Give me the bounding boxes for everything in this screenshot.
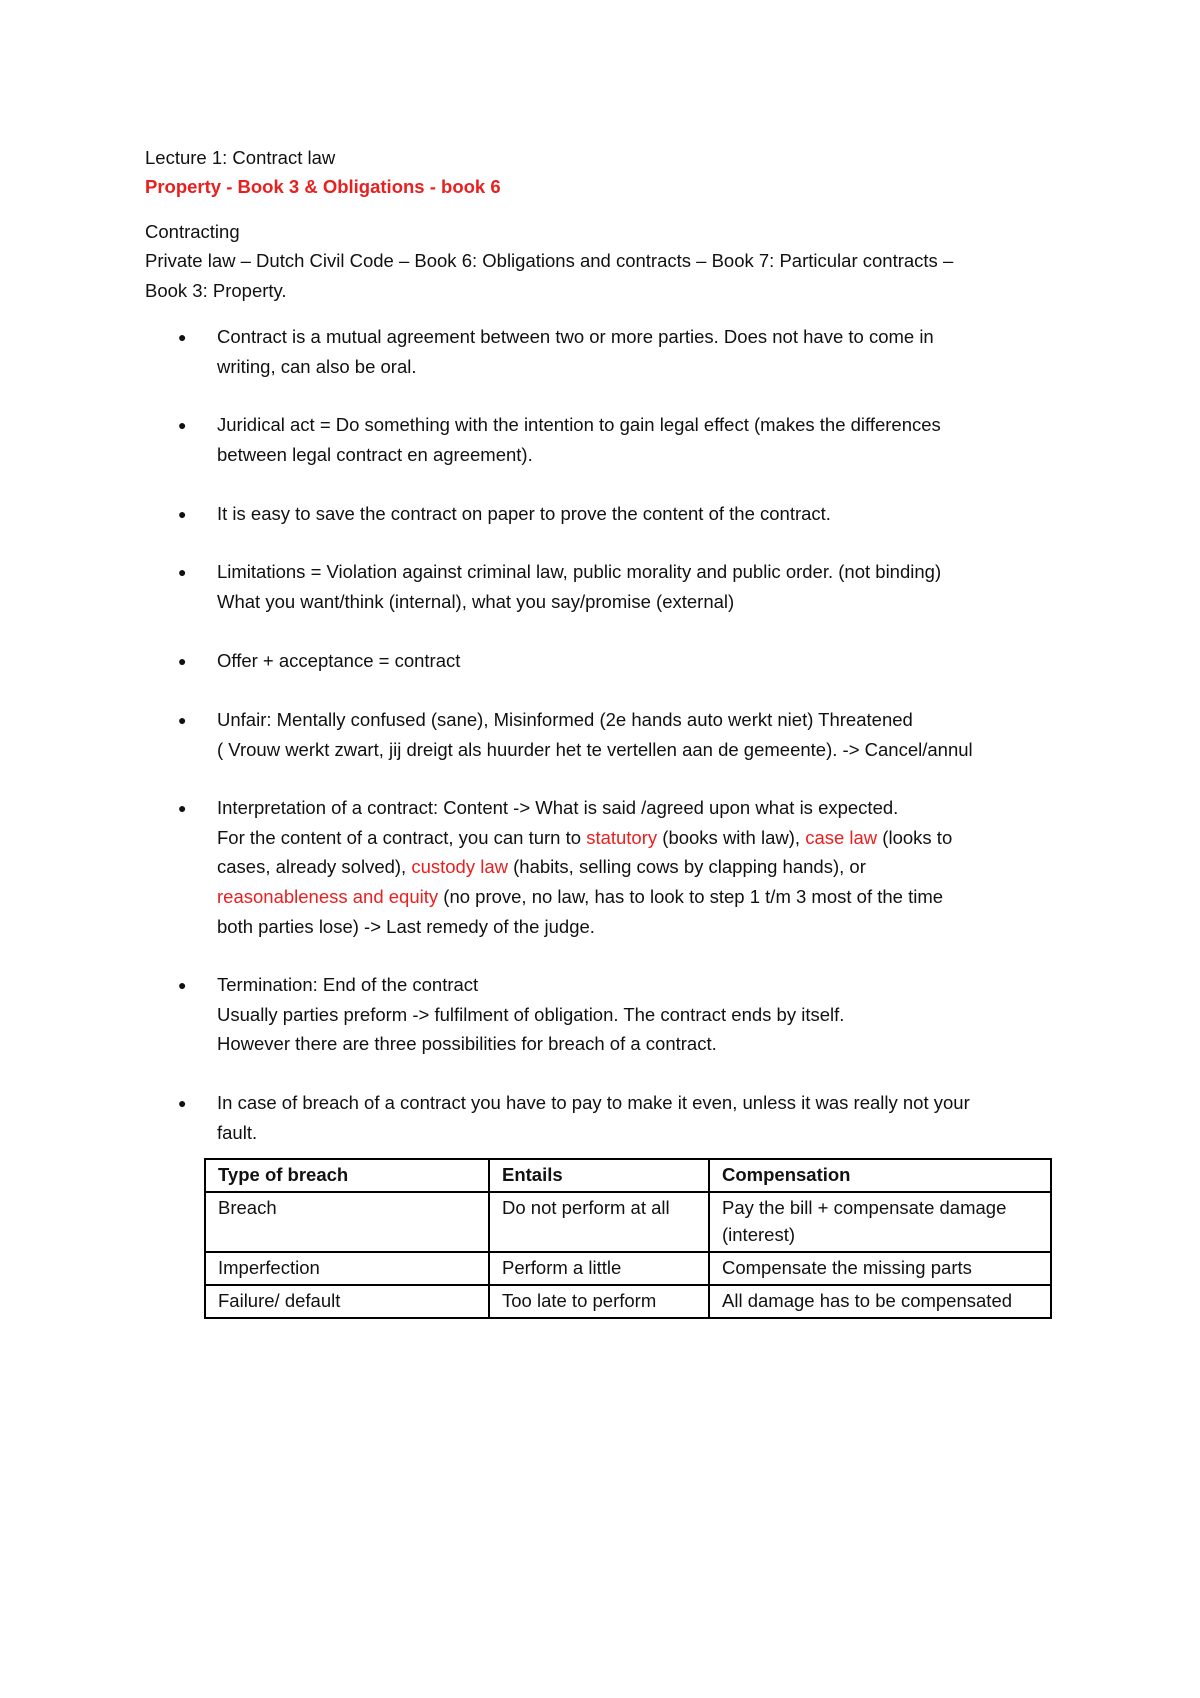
- section-heading: Contracting: [145, 221, 240, 242]
- cell-entails: Do not perform at all: [489, 1192, 709, 1252]
- bullet-7-line-4: reasonableness and equity (no prove, no law, has to look to step 1 t/m 3 most of the time: [217, 886, 944, 907]
- header-type-of-breach: Type of breach: [205, 1159, 489, 1192]
- bullet-6-line-2: ( Vrouw werkt zwart, jij dreigt als huurder het te vertellen aan de gemeente). -> Cancel/annul: [217, 739, 973, 760]
- bullet-9-line-2: fault.: [217, 1122, 258, 1143]
- cell-type: Breach: [205, 1192, 489, 1252]
- bullet-4-line-2: What you want/think (internal), what you say/promise (external): [217, 591, 735, 612]
- bullet-9-line-1: In case of breach of a contract you have to pay to make it even, unless it was really not your: [217, 1092, 970, 1113]
- bullet-icon: ●: [178, 800, 187, 816]
- bullet-icon: ●: [178, 712, 187, 728]
- cell-compensation: All damage has to be compensated: [709, 1285, 1051, 1318]
- bullet-7-line-3: cases, already solved), custody law (habits, selling cows by clapping hands), or: [217, 856, 866, 877]
- cell-entails: Perform a little: [489, 1252, 709, 1285]
- table-row: [205, 1192, 1051, 1252]
- table-row: [205, 1252, 1051, 1285]
- table-row: [205, 1285, 1051, 1318]
- term-reasonableness: reasonableness and equity: [217, 886, 439, 907]
- intro-line-1: Private law – Dutch Civil Code – Book 6: Obligations and contracts – Book 7: Particular contracts –: [145, 250, 954, 271]
- bullet-7-line-2: For the content of a contract, you can turn to statutory (books with law), case law (looks to: [217, 827, 953, 848]
- bullet-icon: ●: [178, 1095, 187, 1111]
- term-statutory: statutory: [586, 827, 658, 848]
- bullet-icon: ●: [178, 977, 187, 993]
- bullet-icon: ●: [178, 417, 187, 433]
- breach-table: [204, 1158, 1052, 1319]
- bullet-8-line-2: Usually parties preform -> fulfilment of obligation. The contract ends by itself.: [217, 1004, 845, 1025]
- lecture-title: Lecture 1: Contract law: [145, 147, 336, 168]
- cell-compensation: Pay the bill + compensate damage (interest): [709, 1192, 1051, 1252]
- cell-type: Failure/ default: [205, 1285, 489, 1318]
- bullet-2-line-2: between legal contract en agreement).: [217, 444, 533, 465]
- bullet-5-line-1: Offer + acceptance = contract: [217, 650, 461, 671]
- cell-entails: Too late to perform: [489, 1285, 709, 1318]
- header-entails: Entails: [489, 1159, 709, 1192]
- bullet-3-line-1: It is easy to save the contract on paper to prove the content of the contract.: [217, 503, 831, 524]
- bullet-7-line-5: both parties lose) -> Last remedy of the judge.: [217, 916, 595, 937]
- bullet-1-line-2: writing, can also be oral.: [217, 356, 417, 377]
- bullet-icon: ●: [178, 329, 187, 345]
- term-case-law: case law: [805, 827, 878, 848]
- bullet-4-line-1: Limitations = Violation against criminal law, public morality and public order. (not binding): [217, 561, 942, 582]
- cell-type: Imperfection: [205, 1252, 489, 1285]
- bullet-icon: ●: [178, 564, 187, 580]
- cell-compensation: Compensate the missing parts: [709, 1252, 1051, 1285]
- bullet-8-line-3: However there are three possibilities for breach of a contract.: [217, 1033, 717, 1054]
- bullet-icon: ●: [178, 506, 187, 522]
- bullet-icon: ●: [178, 653, 187, 669]
- bullet-1-line-1: Contract is a mutual agreement between two or more parties. Does not have to come in: [217, 326, 934, 347]
- bullet-8-line-1: Termination: End of the contract: [217, 974, 479, 995]
- bullet-2-line-1: Juridical act = Do something with the intention to gain legal effect (makes the differences: [217, 414, 941, 435]
- term-custody-law: custody law: [411, 856, 508, 877]
- header-compensation: Compensation: [709, 1159, 1051, 1192]
- subtitle: Property - Book 3 & Obligations - book 6: [145, 176, 501, 197]
- table-header-row: [205, 1159, 1051, 1192]
- intro-line-2: Book 3: Property.: [145, 280, 287, 301]
- bullet-6-line-1: Unfair: Mentally confused (sane), Misinformed (2e hands auto werkt niet) Threatened: [217, 709, 913, 730]
- bullet-7-line-1: Interpretation of a contract: Content -> What is said /agreed upon what is expected.: [217, 797, 899, 818]
